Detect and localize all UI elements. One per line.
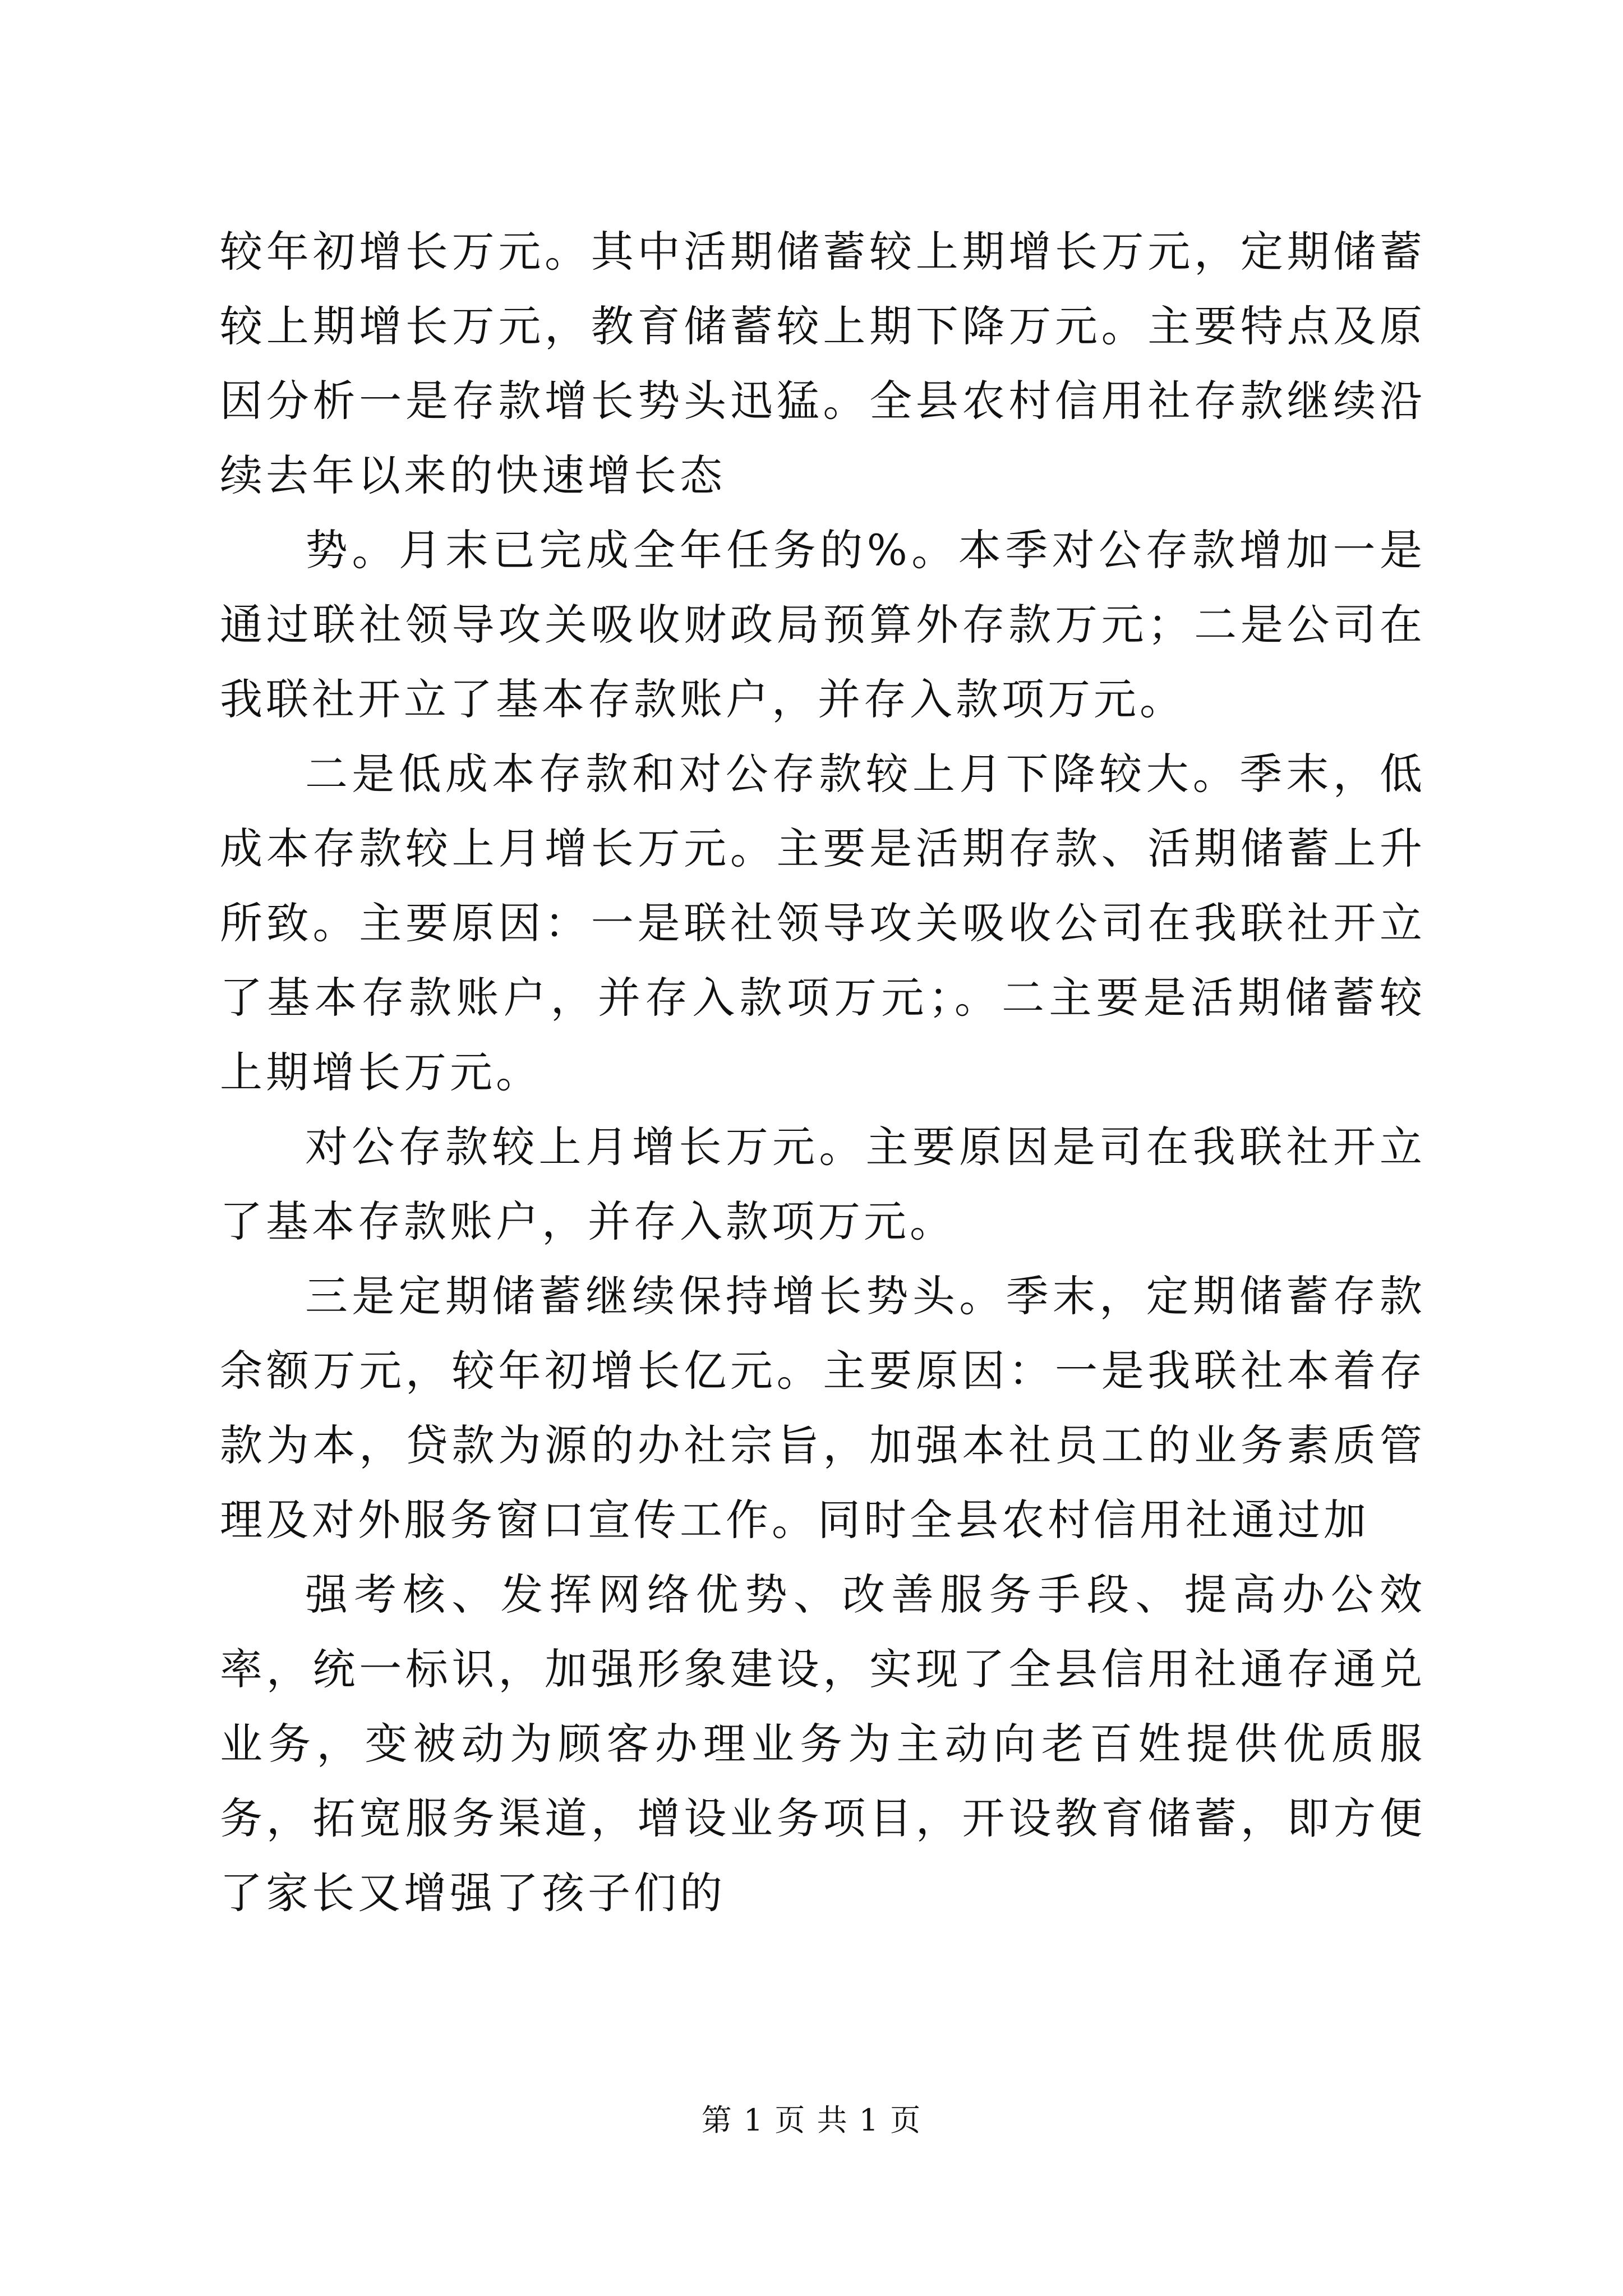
paragraph-5: 三是定期储蓄继续保持增长势头。季末，定期储蓄存款余额万元，较年初增长亿元。主要原因：一是我联社本着存款为本，贷款为源的办社宗旨，加强本社员工的业务素质管理及对外服务窗口宣传工作。同时全县农村信用社通过加 [220, 1271, 1426, 1545]
paragraph-3: 二是低成本存款和对公存款较上月下降较大。季末，低成本存款较上月增长万元。主要是活期存款、活期储蓄上升所致。主要原因：一是联社领导攻关吸收公司在我联社开立了基本存款账户，并存入款项万元；。二主要是活期储蓄较上期增长万元。 [220, 749, 1426, 1097]
paragraph-6: 强考核、发挥网络优势、改善服务手段、提高办公效率，统一标识，加强形象建设，实现了全县信用社通存通兑业务，变被动为顾客办理业务为主动向老百姓提供优质服务，拓宽服务渠道，增设业务项目，开设教育储蓄，即方便了家长又增强了孩子们的 [220, 1570, 1426, 1918]
document-body [220, 214, 1426, 1930]
paragraph-4: 对公存款较上月增长万元。主要原因是司在我联社开立了基本存款账户，并存入款项万元。 [220, 1122, 1426, 1246]
paragraph-1: 较年初增长万元。其中活期储蓄较上期增长万元，定期储蓄较上期增长万元，教育储蓄较上期下降万元。主要特点及原因分析一是存款增长势头迅猛。全县农村信用社存款继续沿续去年以来的快速增长态 [220, 227, 1426, 500]
paragraph-2: 势。月末已完成全年任务的%。本季对公存款增加一是通过联社领导攻关吸收财政局预算外存款万元；二是公司在我联社开立了基本存款账户，并存入款项万元。 [220, 525, 1426, 724]
page-footer: 第 1 页 共 1 页 [701, 2102, 922, 2138]
